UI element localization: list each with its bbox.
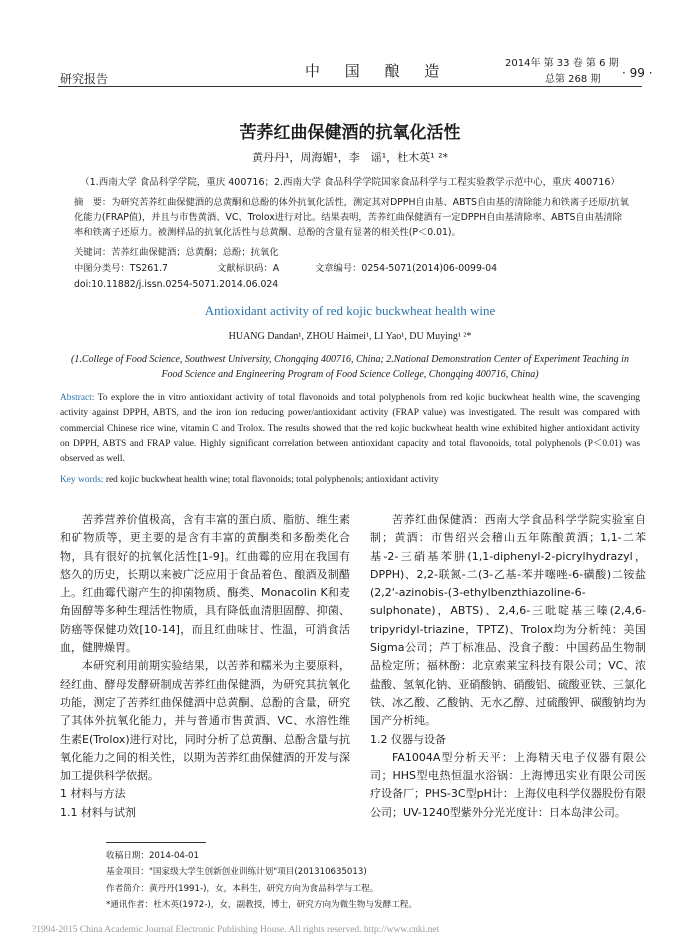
footnotes bbox=[106, 848, 626, 914]
intro-paragraph-2: 本研究利用前期实验结果，以苦荞和糯米为主要原料，经红曲、酵母发酵研制成苦荞红曲保健酒，为研究其抗氧化功能，测定了苦荞红曲保健酒中总黄酮、总酚的含量，研究了其体外抗氧化能力，并与普通市售黄酒、VC、水溶性维生素E(Trolox)进行对比，同时分析了总黄酮、总酚含量与抗氧化能力之间的相关性，以期为苦荞红曲保健酒的开发与深加工提供科学依据。 bbox=[60, 659, 350, 783]
authors-en: HUANG Dandan¹, ZHOU Haimei¹, LI Yao¹, DU Muying¹ ²* bbox=[228, 331, 472, 342]
abstract-en bbox=[60, 391, 640, 467]
keywords-en-label: Key words: bbox=[60, 475, 104, 485]
doi: doi:10.11882/j.issn.0254-5071.2014.06.024 bbox=[74, 279, 279, 290]
article-title-cn: 苦荞红曲保健酒的抗氧化活性 bbox=[239, 123, 461, 143]
body-column-left bbox=[60, 511, 350, 822]
funding-note: 基金项目："国家级大学生创新创业训练计划"项目(201310635013) bbox=[106, 867, 367, 878]
body-column-right bbox=[370, 511, 646, 822]
section-heading-1-1: 1.1 材料与试剂 bbox=[60, 805, 136, 819]
keywords-en-text: red kojic buckwheat health wine; total flavonoids; total polyphenols; antioxidant activity bbox=[105, 475, 439, 485]
article-title-en: Antioxidant activity of red kojic buckwheat health wine bbox=[204, 303, 496, 318]
document-code: 文献标识码：A bbox=[216, 263, 280, 274]
issue-info: 2014年 第 33 卷 第 6 期 bbox=[505, 58, 619, 69]
abstract-cn: 摘 要：为研究苦荞红曲保健酒的总黄酮和总酚的体外抗氧化活性，测定其对DPPH自由基、ABTS自由基的清除能力和铁离子还原/抗氧化能力(FRAP值)，并且与市售黄酒、VC、Trolox进行对比。结果表明，苦荞红曲保健酒有一定DPPH自由基清除率、ABTS自由基清除率和铁离子还原力。被测样品的抗氧化活性与总黄酮、总酚的含量有显著的相关性(P＜0.01)。 bbox=[74, 197, 629, 239]
author-bio: 作者简介：黄丹丹(1991-)，女，本科生，研究方向为食品科学与工程。 bbox=[106, 883, 379, 894]
page-number: · 99 · bbox=[622, 66, 653, 80]
journal-name: 中 国 酿 造 bbox=[305, 62, 450, 80]
materials-paragraph: 苦荞红曲保健酒：西南大学食品科学学院实验室自制；黄酒：市售绍兴会稽山五年陈酿黄酒；1,1-二苯基-2-三硝基苯肼(1,1-diphenyl-2-picrylhydrazyl，DPPH)、2,2-联氮-二(3-乙基-苯并噻唑-6-磺酸)二铵盐(2,2'-azinobis-(3-ethylbenzthiazoline-6-sulphonate)，ABTS)、2,4,6-三吡啶基三嗪(2,4,6-tripyridyl-triazine，TPTZ)、Trolox均为分析纯：美国Sigma公司；芦丁标准品、没食子酸：中国药品生物制品检定所；福林酚：北京索莱宝科技有限公司；VC、浓盐酸、氢氧化钠、亚硝酸钠、硝酸铝、硫酸亚铁、三氯化铁、冰乙酸、乙酸钠、无水乙醇、过硫酸钾、碳酸钠均为国产分析纯。 bbox=[370, 513, 646, 728]
total-issue-info: 总第 268 期 bbox=[545, 74, 601, 85]
corresponding-author: *通讯作者：杜木英(1972-)，女，副教授，博士，研究方向为微生物与发酵工程。 bbox=[106, 900, 417, 911]
section-heading-1: 1 材料与方法 bbox=[60, 787, 126, 801]
article-id: 文章编号：0254-5071(2014)06-0099-04 bbox=[314, 263, 498, 274]
affiliations-en: (1.College of Food Science, Southwest University, Chongqing 400716, China; 2.National Demonstration Center of Experiment Teaching in Food Science and Engineering Program of Food Science College, Chongqing 400716, China) bbox=[71, 354, 629, 380]
received-date: 收稿日期：2014-04-01 bbox=[106, 851, 199, 861]
abstract-en-text: To explore the in vitro antioxidant activity of total flavonoids and total polyphenols from red kojic buckwheat health wine, the scavenging activity against DPPH, ABTS, and the iron ion reducing power/antioxidant activity (FRAP value) was investigated. The result was compared with commercial Chinese rice wine, vitamin C and Trolox. The results showed that the red kojic buckwheat health wine exhibited higher antioxidant activity on DPPH, ABTS and FRAP value. Highly significant correlation between antioxidant capacity and total flavonoids, total polyphenols (P＜0.01) was observed as well. bbox=[60, 393, 640, 465]
keywords-en bbox=[60, 475, 640, 485]
abstract-en-label: Abstract: bbox=[60, 393, 95, 403]
section-label: 研究报告 bbox=[60, 72, 109, 86]
intro-paragraph-1: 苦荞营养价值极高，含有丰富的蛋白质、脂肪、维生素和矿物质等，更主要的是含有丰富的黄酮类和多酚类化合物，具有很好的抗氧化活性[1-9]。红曲霉的应用在我国有悠久的历史，长期以来被广泛应用于食品着色、酿酒及制醋上。红曲霉代谢产生的抑菌物质、酶类、Monacolin K和麦角固醇等多种生理活性物质，具有降低血清胆固醇、抑菌、防癌等保健功效[10-14]，而且红曲味甘、性温，可消食活血，健脾燥胃。 bbox=[60, 513, 350, 655]
header-divider bbox=[58, 86, 642, 87]
footnote-divider bbox=[106, 842, 206, 843]
equipment-paragraph: FA1004A型分析天平：上海精天电子仪器有限公司；HHS型电热恒温水浴锅：上海博迅实业有限公司医疗设备厂；PHS-3C型pH计：上海仪电科学仪器股份有限公司；UV-1240型紫外分光光度计：日本岛津公司。 bbox=[370, 750, 646, 819]
copyright-notice: ?1994-2015 China Academic Journal Electronic Publishing House. All rights reserved. http://www.cnki.net bbox=[32, 925, 440, 935]
authors-cn: 黄丹丹¹，周海媚¹，李 谣¹，杜木英¹ ²* bbox=[251, 151, 449, 164]
affiliations-cn: （1.西南大学 食品科学学院，重庆 400716；2.西南大学 食品科学学院国家食品科学与工程实验教学示范中心，重庆 400716） bbox=[80, 177, 620, 188]
classification-line bbox=[74, 261, 630, 276]
section-heading-1-2: 1.2 仪器与设备 bbox=[370, 732, 446, 746]
keywords-cn: 关键词：苦荞红曲保健酒；总黄酮；总酚；抗氧化 bbox=[74, 247, 279, 258]
clc-number: 中图分类号：TS261.7 bbox=[74, 263, 168, 274]
